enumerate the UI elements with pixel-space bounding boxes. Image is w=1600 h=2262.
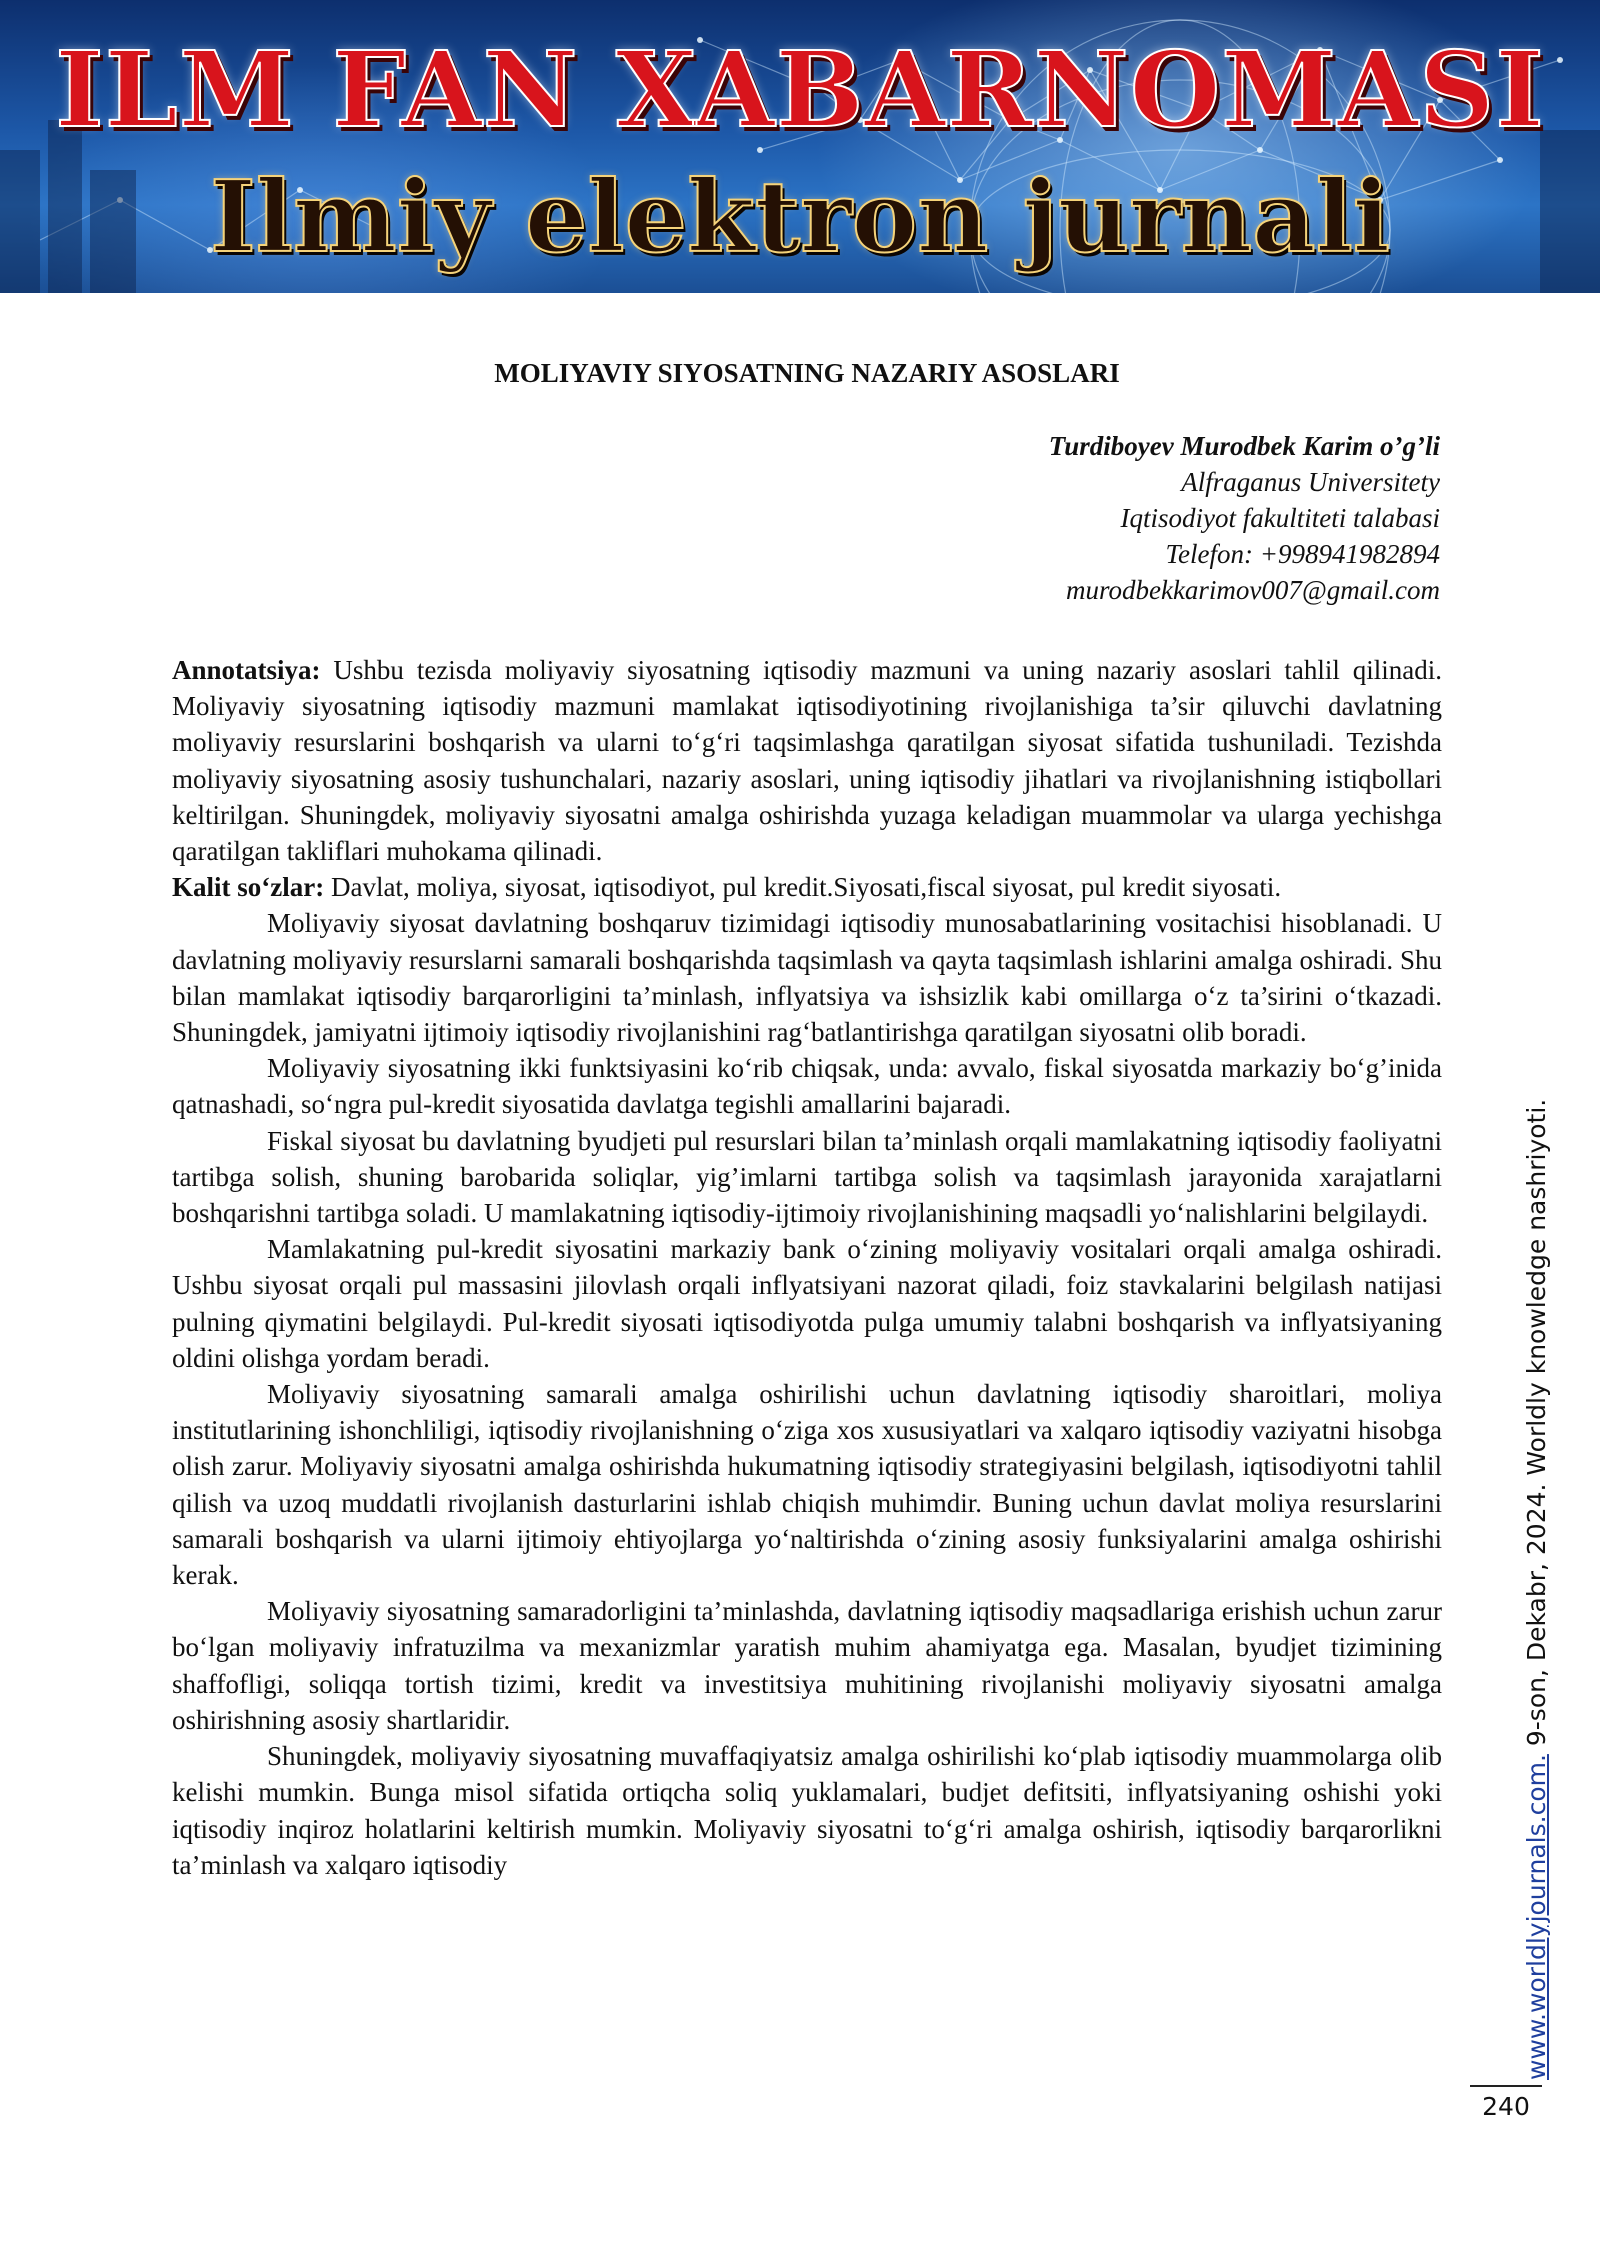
abstract-text: Ushbu tezisda moliyaviy siyosatning iqtisodiy mazmuni va uning nazariy asoslari tahlil qilinadi. Moliyaviy siyosatning iqtisodiy mazmuni mamlakat iqtisodiyotining rivojlanishiga ta’sir qiluvchi davlatning moliyaviy resurslarini boshqarish va ularni to‘g‘ri taqsimlashga qaratilgan siyosat sifatida tushuniladi. Tezishda moliyaviy siyosatning asosiy tushunchalari, nazariy asoslari, uning iqtisodiy jihatlari va rivojlanishning istiqbollari keltirilgan. Shuningdek, moliyaviy siyosatni amalga oshirishda yuzaga keladigan muammolar va ularga yechishga qaratilgan takliflari muhokama qilinadi.: [172, 655, 1442, 867]
author-block: [1049, 428, 1440, 608]
keywords-text: Davlat, moliya, siyosat, iqtisodiyot, pul kredit.Siyosati,fiscal siyosat, pul kredit siyosati.: [324, 872, 1282, 903]
page-number: 240: [1482, 2092, 1530, 2121]
body-paragraph: Shuningdek, moliyaviy siyosatning muvaffaqiyatsiz amalga oshirilishi ko‘plab iqtisodiy muammolarga olib kelishi mumkin. Bunga misol sifatida ortiqcha soliq yuklamalari, budjet defitsiti, inflyatsiyaning oshishi yoki iqtisodiy inqiroz holatlarini keltirish mumkin. Moliyaviy siyosatni to‘g‘ri amalga oshirish, iqtisodiy barqarorlikni ta’minlash va xalqaro iqtisodiy: [172, 1741, 1442, 1880]
keywords: [172, 869, 1442, 905]
body-paragraph: Moliyaviy siyosatning samarali amalga oshirilishi uchun davlatning iqtisodiy sharoitlari, moliya institutlarining ishonchliligi, iqtisodiy rivojlanishning o‘ziga xos xususiyatlari va xalqaro iqtisodiy vaziyatni hisobga olish zarur. Moliyaviy siyosatni amalga oshirishda hukumatning iqtisodiy strategiyasini belgilash, iqtisodiyotni tahlil qilish va uzoq muddatli rivojlanish dasturlarini ishlab chiqish muhimdir. Buning uchun davlat moliya resurslarini samarali boshqarish va ularni ijtimoiy ehtiyojlarga yo‘naltirishda o‘zining asosiy funksiyalarini amalga oshirishi kerak.: [172, 1379, 1442, 1591]
body-paragraph: Moliyaviy siyosatning ikki funktsiyasini ko‘rib chiqsak, unda: avvalo, fiskal siyosatda markaziy bo‘g’inida qatnashadi, so‘ngra pul-kredit siyosatida davlatga tegishli amallarini bajaradi.: [172, 1053, 1442, 1120]
body-paragraph: Moliyaviy siyosatning samaradorligini ta’minlashda, davlatning iqtisodiy maqsadlariga erishish uchun zarur bo‘lgan moliyaviy infratuzilma va mexanizmlar yaratish muhim ahamiyatga ega. Masalan, byudjet tizimining shaffofligi, soliqqa tortish tizimi, kredit va investitsiya muhitining rivojlanishi moliyaviy siyosatni amalga oshirishning asosiy shartlaridir.: [172, 1596, 1442, 1735]
author-name: Turdiboyev Murodbek Karim o’g’li: [1048, 431, 1440, 461]
journal-subtitle: Ilmiy elektron jurnali: [209, 160, 1391, 275]
body-paragraph: Moliyaviy siyosat davlatning boshqaruv tizimidagi iqtisodiy munosabatlarining vositachisi hisoblanadi. U davlatning moliyaviy resurslarni samarali boshqarishda taqsimlash va qayta taqsimlash ishlarini amalga oshiradi. Shu bilan mamlakat iqtisodiy barqarorligini ta’minlash, inflyatsiya va ishsizlik kabi omillarga o‘z ta’sirini o‘tkazadi. Shuningdek, jamiyatni ijtimoiy iqtisodiy rivojlanishini rag‘batlantirishga qaratilgan siyosatni olib boradi.: [172, 908, 1442, 1048]
author-email: murodbekkarimov007@gmail.com: [1065, 575, 1440, 605]
issue-info: 9-son, Dekabr, 2024. Worldly knowledge nashriyoti.: [1522, 1098, 1551, 1755]
journal-banner: [0, 0, 1600, 293]
abstract: [172, 652, 1442, 869]
page-number-rule: [1470, 2085, 1542, 2087]
article-body: [172, 652, 1442, 1883]
journal-website-link[interactable]: www.worldlyjournals.com.: [1522, 1754, 1551, 2080]
author-faculty: Iqtisodiyot fakultiteti talabasi: [1120, 503, 1440, 533]
journal-margin-info: [1522, 1099, 1551, 2080]
journal-title: ILM FAN XABARNOMASI: [55, 28, 1545, 151]
keywords-label: Kalit so‘zlar:: [172, 872, 325, 903]
author-university: Alfraganus Universitety: [1181, 467, 1440, 497]
author-phone: Telefon: +998941982894: [1165, 539, 1440, 569]
body-paragraph: Mamlakatning pul-kredit siyosatini markaziy bank o‘zining moliyaviy vositalari orqali amalga oshiradi. Ushbu siyosat orqali pul massasini jilovlash orqali inflyatsiyani nazorat qiladi, foiz stavkalarini belgilash natijasi pulning qiymatini belgilaydi. Pul-kredit siyosati iqtisodiyotda pulga umumiy talabni boshqarish va inflyatsiyaning oldini olishga yordam beradi.: [172, 1234, 1442, 1373]
article-title: MOLIYAVIY SIYOSATNING NAZARIY ASOSLARI: [494, 358, 1120, 388]
body-paragraph: Fiskal siyosat bu davlatning byudjeti pul resurslari bilan ta’minlash orqali mamlakatning iqtisodiy faoliyatni tartibga solish, shuning barobarida soliqlar, yig’imlarni tartibga solish va taqsimlash jarayonida xarajatlarni boshqarishni tartibga soladi. U mamlakatning iqtisodiy-ijtimoiy rivojlanishining maqsadli yo‘nalishlarini belgilaydi.: [172, 1125, 1442, 1229]
abstract-label: Annotatsiya:: [172, 655, 321, 685]
